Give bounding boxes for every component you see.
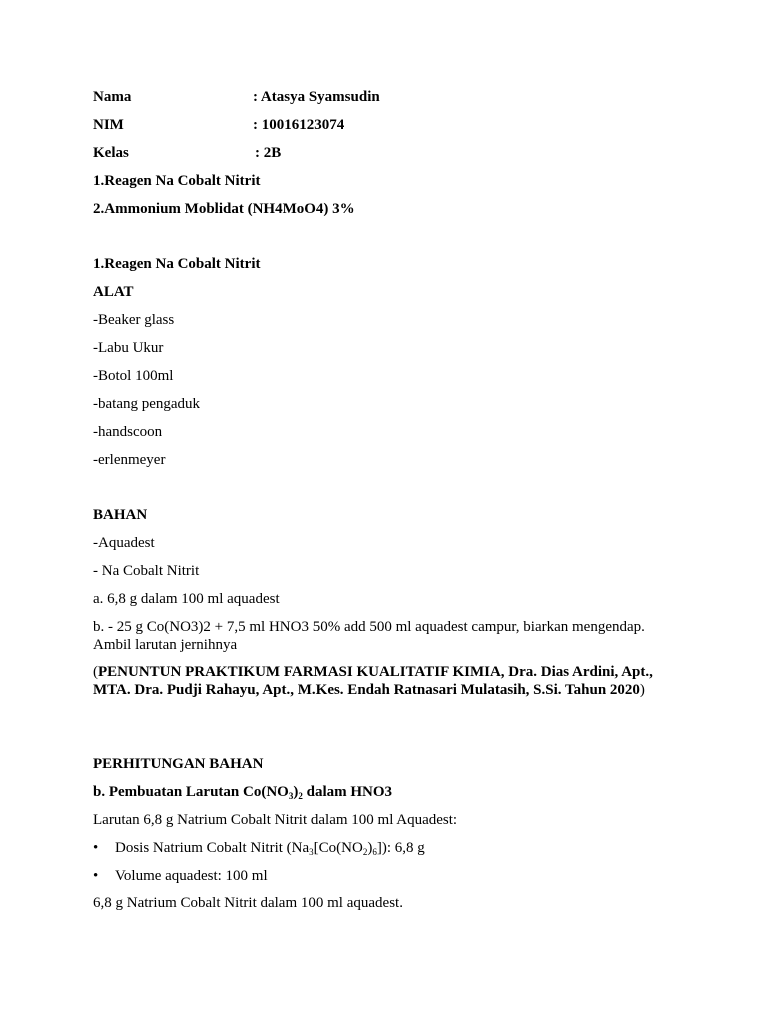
list-item [93,867,268,885]
perhitungan-subheading [93,783,392,801]
alat-item: -handscoon [93,424,163,440]
bullet-subscript: 6 [372,847,377,857]
reference-citation [93,663,668,699]
bahan-item: a. 6,8 g dalam 100 ml aquadest [93,591,280,607]
alat-item: -erlenmeyer [93,452,166,468]
alat-item: -Botol 100ml [93,368,174,384]
bahan-item: b. - 25 g Co(NO3)2 + 7,5 ml HNO3 50% add 500 ml aquadest campur, biarkan mengendap. Ambil larutan jernihnya [93,619,645,653]
alat-item: -Labu Ukur [93,340,164,356]
subheading-part: dalam HNO3 [302,784,393,800]
nim-value: : 10016123074 [253,117,345,133]
bullet-text: Volume aquadest: 100 ml [115,868,268,884]
reference-text: PENUNTUN PRAKTIKUM FARMASI KUALITATIF KIMIA, Dra. Dias Ardini, Apt., MTA. Dra. Pudji Rahayu, Apt., M.Kes. Endah Ratnasari Mulatasih, S.Si. Tahun 2020 [93,664,653,698]
bullet-icon: • [93,840,99,856]
subheading-subscript: 3 [288,791,294,801]
class-value: : 2B [255,145,282,161]
subheading-part: b. Pembuatan Larutan Co(NO [93,784,289,800]
perhitungan-heading: PERHITUNGAN BAHAN [93,756,264,772]
class-label: Kelas [93,145,129,161]
alat-heading: ALAT [93,284,134,300]
bullet-subscript: 3 [309,847,314,857]
bahan-item: - Na Cobalt Nitrit [93,563,200,579]
bullet-subscript: 2 [362,847,368,857]
perhitungan-conclusion: 6,8 g Natrium Cobalt Nitrit dalam 100 ml aquadest. [93,895,403,911]
bullet-text: Dosis Natrium Cobalt Nitrit (Na [115,840,310,856]
name-value: : Atasya Syamsudin [253,89,380,105]
perhitungan-intro: Larutan 6,8 g Natrium Cobalt Nitrit dalam 100 ml Aquadest: [93,812,458,828]
nim-label: NIM [93,117,124,133]
alat-item: -batang pengaduk [93,396,201,412]
name-row [93,88,380,106]
bahan-item: -Aquadest [93,535,155,551]
alat-item: -Beaker glass [93,312,175,328]
bahan-heading: BAHAN [93,507,148,523]
section1-title: 1.Reagen Na Cobalt Nitrit [93,256,261,272]
nim-row [93,116,344,134]
class-row [93,144,281,162]
bullet-icon: • [93,868,99,884]
topic-1: 1.Reagen Na Cobalt Nitrit [93,173,261,189]
bullet-text: ) [367,840,373,856]
bullet-text: [Co(NO [313,840,363,856]
subheading-subscript: 2 [298,791,303,801]
reference-close: ) [639,682,645,698]
reference-open: ( [93,664,98,680]
bullet-text: ]): 6,8 g [376,840,425,856]
topic-2: 2.Ammonium Moblidat (NH4MoO4) 3% [93,201,355,217]
name-label: Nama [93,89,132,105]
list-item [93,839,425,857]
subheading-part: ) [293,784,299,800]
